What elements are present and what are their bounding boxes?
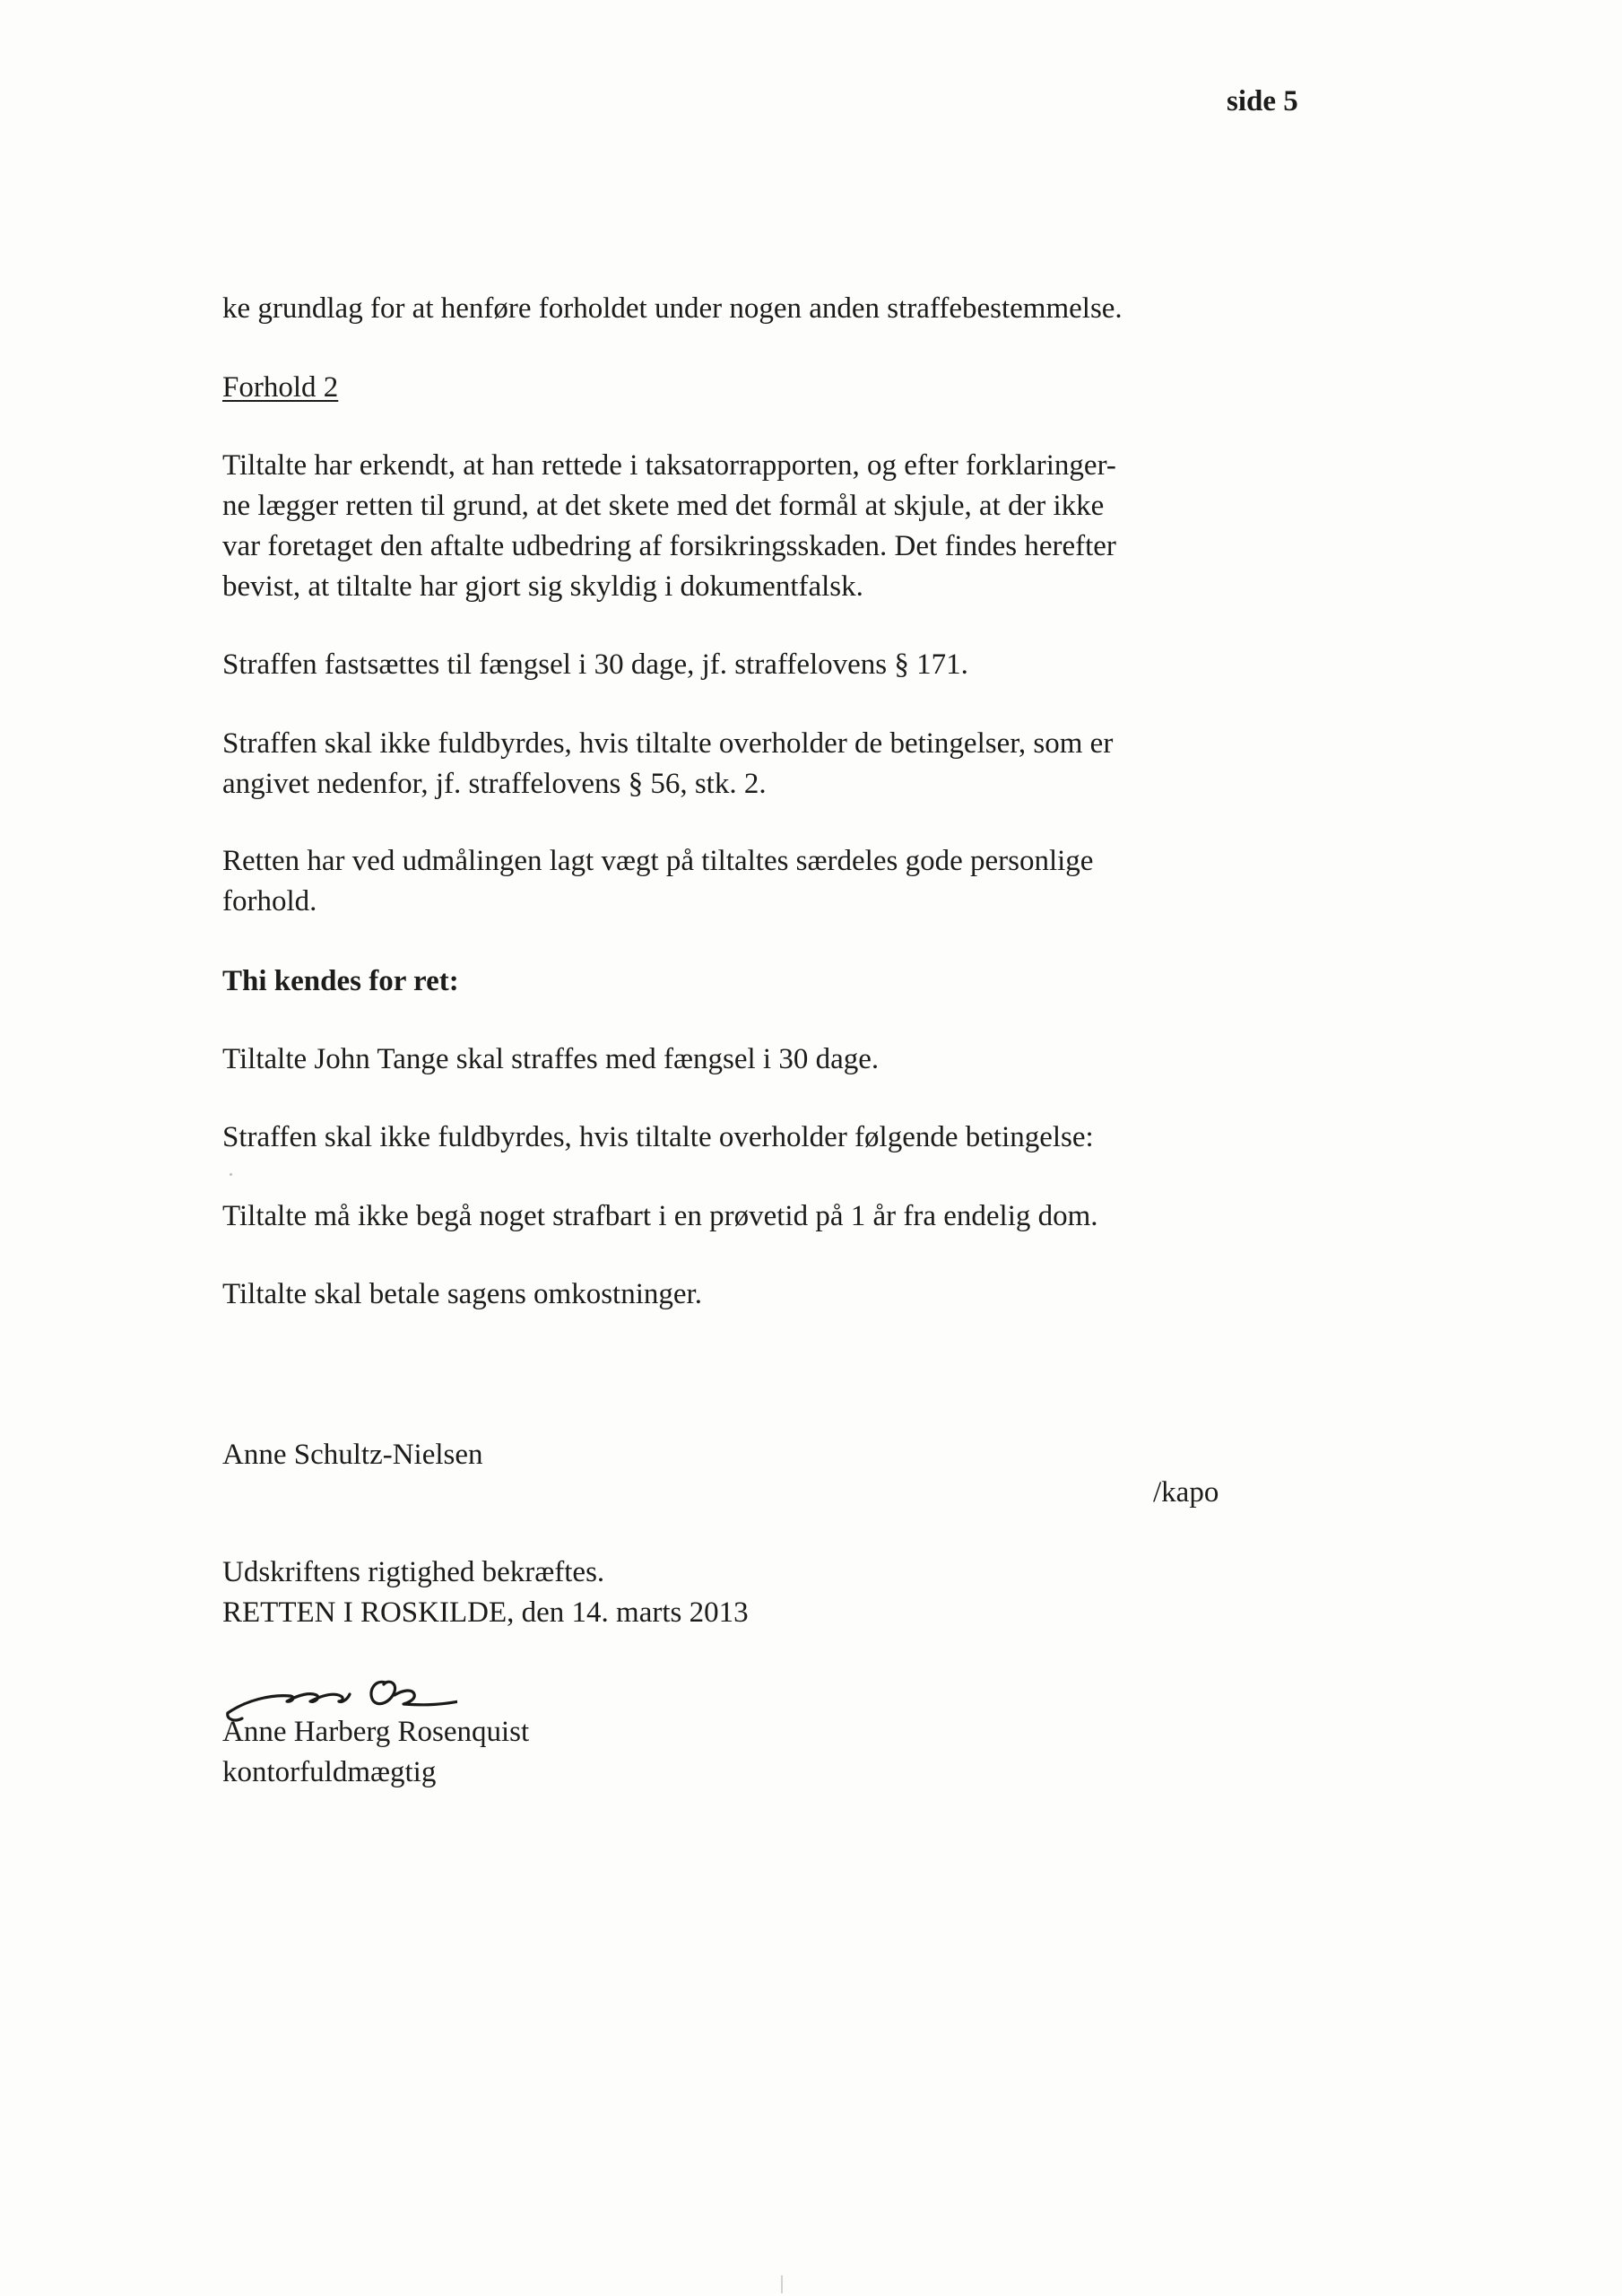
signatory-name: Anne Harberg Rosenquist bbox=[222, 1716, 530, 1748]
paragraph-forhold-2-line-2: ne lægger retten til grund, at det skete med det formål at skjule, at der ikke bbox=[222, 490, 1105, 522]
verdict-costs: Tiltalte skal betale sagens omkostninger. bbox=[222, 1278, 702, 1310]
scan-edge-mark bbox=[781, 2275, 783, 2293]
section-heading-forhold-2 bbox=[222, 368, 1245, 408]
certification-line-2: RETTEN I ROSKILDE, den 14. marts 2013 bbox=[222, 1596, 749, 1629]
paragraph-mitigation-line-1: Retten har ved udmålingen lagt vægt på tiltaltes særdeles gode personlige bbox=[222, 845, 1094, 877]
verdict-sentence: Tiltalte John Tange skal straffes med fængsel i 30 dage. bbox=[222, 1043, 880, 1075]
paragraph-sentence: Straffen fastsættes til fængsel i 30 dage, jf. straffelovens § 171. bbox=[222, 648, 968, 681]
case-reference: /kapo bbox=[1153, 1476, 1219, 1509]
paragraph-mitigation-line-2: forhold. bbox=[222, 885, 317, 918]
verdict-suspension: Straffen skal ikke fuldbyrdes, hvis tiltalte overholder følgende betingelse: bbox=[222, 1121, 1094, 1153]
page-number: side 5 bbox=[1227, 85, 1298, 117]
verdict-condition: Tiltalte må ikke begå noget strafbart i en prøvetid på 1 år fra endelig dom. bbox=[222, 1200, 1098, 1232]
judge-name: Anne Schultz-Nielsen bbox=[222, 1439, 483, 1471]
paragraph-intro: ke grundlag for at henføre forholdet under nogen anden straffebestemmelse. bbox=[222, 292, 1123, 325]
paragraph-forhold-2-line-3: var foretaget den aftalte udbedring af forsikringsskaden. Det findes herefter bbox=[222, 530, 1116, 562]
certification-line-1: Udskriftens rigtighed bekræftes. bbox=[222, 1556, 605, 1588]
scan-speck bbox=[230, 1173, 232, 1176]
section-heading-forhold-2-text: Forhold 2 bbox=[222, 371, 339, 404]
paragraph-suspension-line-2: angivet nedenfor, jf. straffelovens § 56, stk. 2. bbox=[222, 768, 767, 800]
paragraph-forhold-2-line-1: Tiltalte har erkendt, at han rettede i taksatorrapporten, og efter forklaringer- bbox=[222, 449, 1116, 482]
signatory-title: kontorfuldmægtig bbox=[222, 1756, 437, 1788]
paragraph-forhold-2-line-4: bevist, at tiltalte har gjort sig skyldig i dokumentfalsk. bbox=[222, 570, 863, 603]
verdict-heading: Thi kendes for ret: bbox=[222, 965, 459, 997]
paragraph-suspension-line-1: Straffen skal ikke fuldbyrdes, hvis tiltalte overholder de betingelser, som er bbox=[222, 727, 1114, 760]
